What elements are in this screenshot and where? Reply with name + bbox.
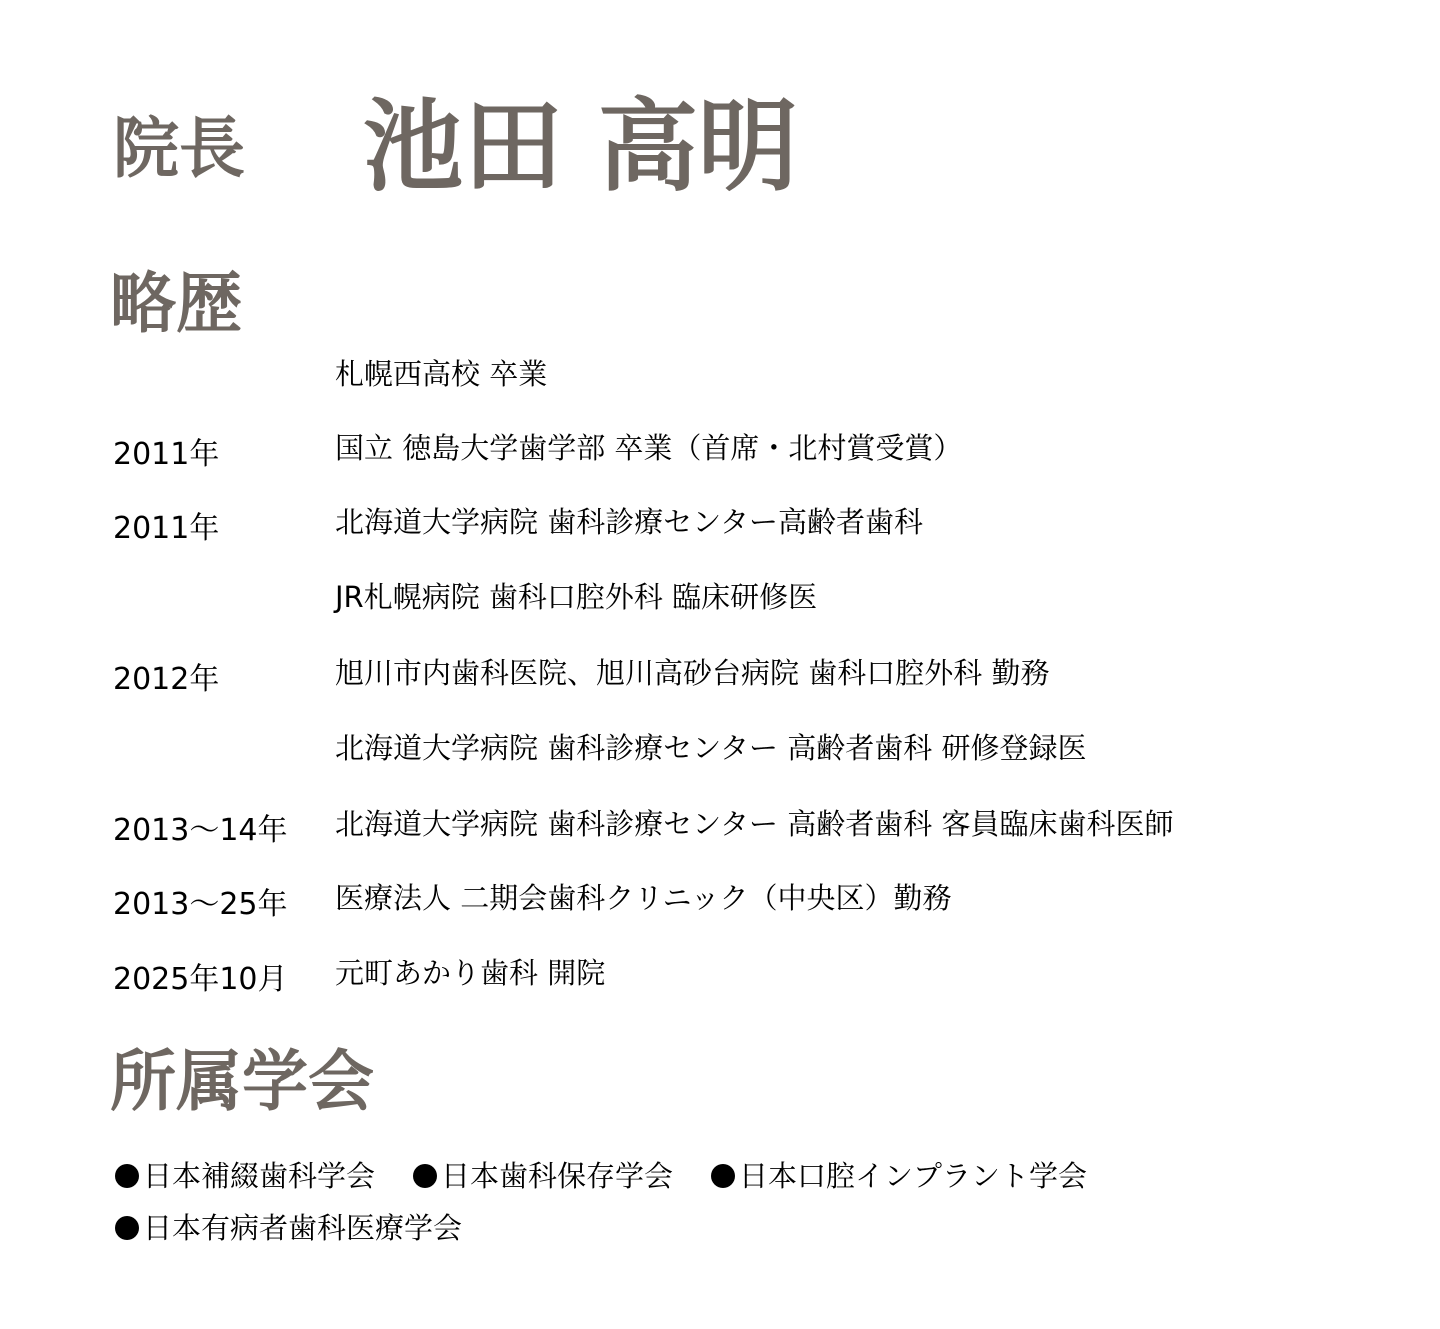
career-year: 2011年: [113, 511, 220, 546]
career-entry: [0, 956, 1440, 999]
career-entry: [0, 807, 1440, 850]
career-year: 2025年10月: [113, 962, 288, 997]
career-entry: [0, 656, 1440, 699]
career-description: 元町あかり歯科 開院: [335, 956, 606, 990]
career-entry: [0, 580, 1440, 623]
bullet-icon: [115, 1164, 139, 1188]
career-description: 北海道大学病院 歯科診療センター高齢者歯科: [335, 505, 924, 539]
career-year: 2011年: [113, 437, 220, 472]
career-description: 医療法人 二期会歯科クリニック（中央区）勤務: [335, 881, 952, 915]
bullet-icon: [711, 1164, 735, 1188]
society-item: [115, 1150, 375, 1202]
society-name: 日本有病者歯科医療学会: [143, 1211, 463, 1245]
career-year: 2013〜14年: [113, 813, 288, 848]
bullet-icon: [115, 1216, 139, 1240]
career-entry: [0, 881, 1440, 924]
career-description: 旭川市内歯科医院、旭川高砂台病院 歯科口腔外科 勤務: [335, 656, 1050, 690]
career-description: 北海道大学病院 歯科診療センター 高齢者歯科 研修登録医: [335, 731, 1087, 765]
society-item: [115, 1202, 462, 1254]
societies-heading: 所属学会: [110, 1042, 374, 1120]
career-entry: [0, 505, 1440, 548]
career-description: 北海道大学病院 歯科診療センター 高齢者歯科 客員臨床歯科医師: [335, 807, 1174, 841]
career-description: 札幌西高校 卒業: [335, 357, 548, 391]
society-name: 日本歯科保存学会: [441, 1159, 674, 1193]
society-list: [115, 1150, 1315, 1254]
career-entry: [0, 731, 1440, 774]
career-year: 2012年: [113, 662, 220, 697]
doctor-name: 池田 高明: [363, 87, 798, 205]
bullet-icon: [413, 1164, 437, 1188]
career-description: JR札幌病院 歯科口腔外科 臨床研修医: [335, 580, 818, 614]
society-name: 日本補綴歯科学会: [143, 1159, 376, 1193]
career-entry: [0, 357, 1440, 400]
career-heading: 略歴: [110, 264, 242, 342]
career-entry: [0, 431, 1440, 474]
society-item: [711, 1150, 1087, 1202]
society-item: [413, 1150, 673, 1202]
career-description: 国立 徳島大学歯学部 卒業（首席・北村賞受賞）: [335, 431, 963, 465]
society-name: 日本口腔インプラント学会: [739, 1159, 1088, 1193]
role-label: 院長: [113, 109, 245, 187]
career-year: 2013〜25年: [113, 887, 288, 922]
